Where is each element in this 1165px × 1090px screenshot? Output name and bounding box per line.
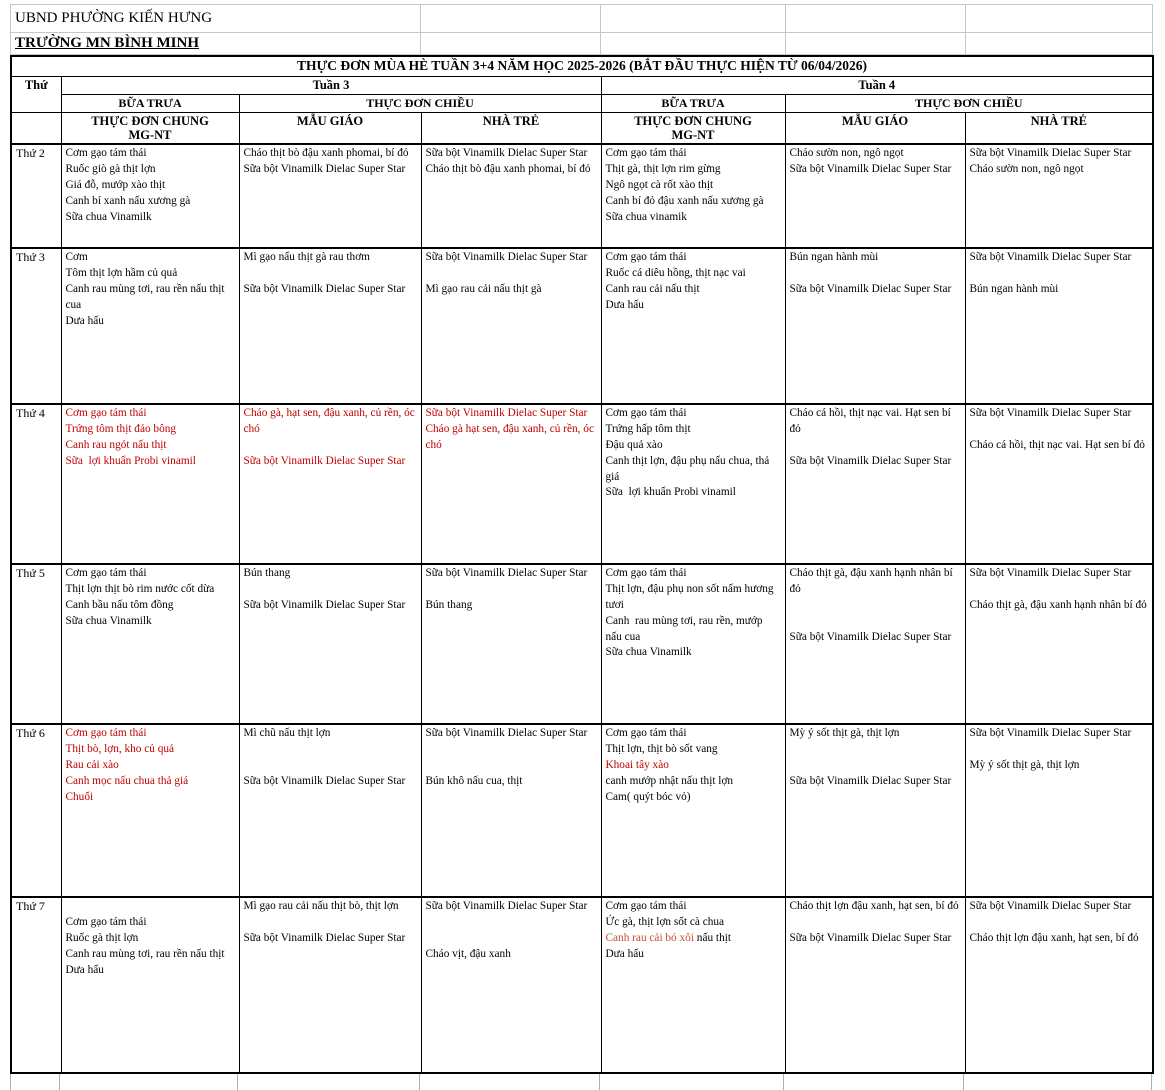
menu-line: Sữa bột Vinamilk Dielac Super Star	[425, 567, 588, 580]
menu-line: Cháo gà hạt sen, đậu xanh, củ rền, óc chó	[425, 423, 597, 451]
menu-line: Cơm gạo tám thái	[65, 407, 147, 420]
menu-cell	[239, 404, 421, 564]
column-header-kindergarten-w3: MẪU GIÁO	[239, 112, 421, 144]
menu-line: Sữa lợi khuẩn Probi vinamil	[65, 454, 196, 467]
menu-line: Mỳ ý sốt thịt gà, thịt lợn	[969, 758, 1080, 771]
menu-cell	[601, 404, 785, 564]
day-row	[11, 404, 1153, 564]
menu-line	[426, 266, 597, 282]
menu-line: Sữa bột Vinamilk Dielac Super Star	[425, 727, 588, 740]
menu-line: canh mướp nhật nấu thịt lợn	[605, 774, 734, 787]
menu-cell	[61, 248, 239, 404]
menu-cell	[239, 248, 421, 404]
column-header-lunch-w3: BỮA TRƯA	[61, 94, 239, 112]
menu-line: Sữa bột Vinamilk Dielac Super Star	[789, 931, 952, 944]
menu-line: Cam( quýt bóc vỏ)	[605, 790, 691, 803]
menu-line: Rau cải xào	[65, 758, 119, 771]
menu-line: Cơm gạo tám thái	[65, 916, 147, 929]
menu-line	[790, 742, 961, 758]
menu-line: Cháo sườn non, ngô ngọt	[789, 147, 904, 160]
menu-line: Sữa bột Vinamilk Dielac Super Star	[969, 251, 1132, 264]
menu-line: Dưa hấu	[65, 963, 104, 976]
menu-line: Dưa hấu	[605, 947, 644, 960]
menu-line: Bún ngan hành mùi	[789, 251, 879, 264]
menu-line: Ngô ngọt cà rốt xào thịt	[605, 178, 714, 191]
menu-cell	[421, 564, 601, 724]
menu-body	[11, 144, 1153, 1073]
column-header-common-w3	[61, 112, 239, 144]
menu-line	[244, 438, 417, 454]
menu-cell	[239, 897, 421, 1073]
menu-cell	[965, 248, 1153, 404]
empty-cell	[966, 33, 1153, 55]
menu-line: Cơm gạo tám thái	[65, 147, 147, 160]
day-label: Thứ 6	[11, 724, 61, 897]
menu-line: Bún thang	[243, 567, 291, 580]
menu-line: Sữa bột Vinamilk Dielac Super Star	[969, 727, 1132, 740]
menu-line: Cháo cá hồi, thịt nạc vai. Hạt sen bí đỏ	[969, 438, 1145, 451]
column-header-nursery-w4: NHÀ TRẺ	[965, 112, 1153, 144]
menu-line: Sữa bột Vinamilk Dielac Super Star	[789, 454, 952, 467]
menu-line	[790, 614, 961, 630]
school-name: TRƯỜNG MN BÌNH MINH	[11, 33, 421, 55]
menu-line: Mì chũ nấu thịt lợn	[243, 727, 331, 740]
common-menu-line2: MG-NT	[671, 127, 715, 142]
menu-line: Cháo thịt lợn đậu xanh, hạt sen, bí đỏ	[789, 900, 959, 913]
column-header-nursery-w3: NHÀ TRẺ	[421, 112, 601, 144]
day-label: Thứ 4	[11, 404, 61, 564]
menu-line: Tôm thịt lợn hầm củ quả	[65, 267, 178, 280]
menu-line: Sữa bột Vinamilk Dielac Super Star	[789, 163, 952, 176]
menu-line: Bún thang	[425, 598, 473, 611]
menu-line: Cháo thịt gà, đậu xanh hạnh nhân bí đỏ	[969, 598, 1147, 611]
menu-line: Canh rau mùng tơi, rau rền nấu thịt cua	[65, 282, 228, 311]
menu-cell	[61, 404, 239, 564]
menu-line: Canh mọc nấu chua thả giá	[65, 774, 189, 787]
menu-line	[426, 742, 597, 758]
day-label: Thứ 7	[11, 897, 61, 1073]
menu-line: Chuối	[65, 790, 94, 803]
menu-line	[970, 422, 1149, 438]
menu-line: Thịt bò, lợn, kho củ quả	[65, 743, 175, 756]
menu-cell	[421, 144, 601, 248]
menu-cell	[601, 724, 785, 897]
menu-line: Cháo cá hồi, thịt nạc vai. Hạt sen bí đỏ	[789, 407, 954, 436]
menu-line: Sữa bột Vinamilk Dielac Super Star	[789, 630, 952, 643]
menu-table	[10, 55, 1154, 1074]
menu-line: Đậu quả xào	[605, 438, 663, 451]
day-row	[11, 897, 1153, 1073]
menu-line: Sữa chua Vinamilk	[65, 210, 152, 223]
column-header-kindergarten-w4: MẪU GIÁO	[785, 112, 965, 144]
menu-line: Sữa bột Vinamilk Dielac Super Star	[243, 774, 406, 787]
ghost-cell	[60, 1074, 238, 1090]
menu-line	[790, 758, 961, 774]
column-header-week4: Tuần 4	[601, 76, 1153, 94]
menu-line: Mỳ ý sốt thịt gà, thịt lợn	[789, 727, 900, 740]
column-header-lunch-w4: BỮA TRƯA	[601, 94, 785, 112]
page-title: THỰC ĐƠN MÙA HÈ TUẦN 3+4 NĂM HỌC 2025-2026 (BẮT ĐẦU THỰC HIỆN TỪ 06/04/2026)	[11, 56, 1153, 76]
empty-cell	[421, 5, 601, 33]
menu-cell	[239, 724, 421, 897]
menu-line	[244, 742, 417, 758]
menu-line: Sữa bột Vinamilk Dielac Super Star	[789, 774, 952, 787]
menu-line	[244, 915, 417, 931]
menu-line: Ruốc cá diêu hồng, thịt nạc vai	[605, 267, 746, 280]
menu-line	[426, 915, 597, 931]
menu-line: Mì gạo nấu thịt gà rau thơm	[243, 251, 370, 264]
column-header-day: Thứ	[11, 76, 61, 112]
menu-line	[244, 266, 417, 282]
day-row	[11, 564, 1153, 724]
empty-cell	[601, 5, 786, 33]
column-header-week3: Tuần 3	[61, 76, 601, 94]
menu-line: Ruốc giò gà thịt lợn	[65, 163, 156, 176]
menu-line	[426, 931, 597, 947]
menu-line: Mì gạo rau cải nấu thịt gà	[425, 282, 542, 295]
empty-header-cell	[11, 112, 61, 144]
menu-cell	[239, 564, 421, 724]
menu-cell	[785, 144, 965, 248]
menu-line	[790, 266, 961, 282]
menu-line: Canh bí xanh nấu xương gà	[65, 194, 191, 207]
menu-line: Sữa bột Vinamilk Dielac Super Star	[969, 567, 1132, 580]
menu-line: Mì gạo rau cải nấu thịt bò, thịt lợn	[243, 900, 399, 913]
menu-line: Sữa bột Vinamilk Dielac Super Star	[969, 900, 1132, 913]
menu-line: Cháo thịt lợn đậu xanh, hạt sen, bí đỏ	[969, 931, 1139, 944]
menu-cell	[601, 248, 785, 404]
menu-line: Giá đỗ, mướp xào thịt	[65, 178, 166, 191]
menu-cell	[421, 248, 601, 404]
ghost-cell	[420, 1074, 600, 1090]
day-label: Thứ 5	[11, 564, 61, 724]
menu-line: Sữa bột Vinamilk Dielac Super Star	[425, 147, 588, 160]
menu-cell	[965, 564, 1153, 724]
menu-cell	[61, 564, 239, 724]
common-menu-line2: MG-NT	[128, 127, 172, 142]
empty-cell	[786, 33, 966, 55]
menu-cell	[421, 724, 601, 897]
menu-line: Thịt lợn, đậu phụ non sốt nấm hương tươi	[605, 583, 777, 611]
menu-cell	[61, 144, 239, 248]
menu-line: Cơm gạo tám thái	[65, 727, 147, 740]
menu-line: Thịt lợn thịt bò rim nước cốt dừa	[65, 583, 215, 596]
menu-line: Cơm gạo tám thái	[65, 567, 147, 580]
menu-line: Cơm gạo tám thái	[605, 251, 687, 264]
menu-line: Khoai tây xào	[605, 758, 669, 771]
menu-line: Sữa bột Vinamilk Dielac Super Star	[969, 147, 1132, 160]
menu-line: Sữa bột Vinamilk Dielac Super Star	[243, 163, 406, 176]
menu-line: Ức gà, thịt lợn sốt cà chua	[605, 916, 725, 929]
menu-line: Sữa bột Vinamilk Dielac Super Star	[969, 407, 1132, 420]
menu-line	[970, 742, 1149, 758]
day-row	[11, 144, 1153, 248]
menu-line: Cháo thịt bò đậu xanh phomai, bí đỏ	[425, 163, 591, 176]
menu-line: Sữa bột Vinamilk Dielac Super Star	[789, 282, 952, 295]
menu-line	[66, 899, 235, 915]
menu-line: Thịt gà, thịt lợn rim gừng	[605, 163, 721, 176]
menu-line: Sữa bột Vinamilk Dielac Super Star	[243, 931, 406, 944]
menu-line: Canh rau ngót nấu thịt	[65, 438, 167, 451]
day-label: Thứ 3	[11, 248, 61, 404]
menu-line: Trứng tôm thịt đảo bông	[65, 423, 177, 436]
menu-line: Dưa hấu	[65, 314, 104, 327]
menu-cell	[965, 724, 1153, 897]
ghost-cell	[238, 1074, 420, 1090]
menu-line: Dưa hấu	[605, 298, 644, 311]
menu-line	[790, 438, 961, 454]
ghost-cell	[784, 1074, 964, 1090]
menu-line: Thịt lợn, thịt bò sốt vang	[605, 743, 718, 756]
menu-line: Cơm gạo tám thái	[605, 407, 687, 420]
menu-cell	[421, 404, 601, 564]
menu-cell	[785, 897, 965, 1073]
menu-line: Cháo gà, hạt sen, đậu xanh, củ rền, óc chó	[243, 407, 418, 436]
menu-line	[790, 915, 961, 931]
empty-cell	[601, 33, 786, 55]
top-rows	[10, 4, 1153, 55]
ghost-cell	[10, 1074, 60, 1090]
menu-line: Canh rau cải nấu thịt	[605, 282, 700, 295]
menu-line: Cháo thịt gà, đậu xanh hạnh nhân bí đỏ	[789, 567, 956, 596]
menu-line: Sữa bột Vinamilk Dielac Super Star	[243, 598, 406, 611]
menu-line	[970, 915, 1149, 931]
day-row	[11, 724, 1153, 897]
common-menu-line1: THỰC ĐƠN CHUNG	[634, 113, 752, 128]
menu-line: Cơm gạo tám thái	[605, 147, 687, 160]
menu-cell	[61, 897, 239, 1073]
menu-cell	[965, 404, 1153, 564]
menu-cell	[785, 404, 965, 564]
menu-cell	[601, 564, 785, 724]
menu-line: Bún khô nấu cua, thịt	[425, 774, 523, 787]
menu-line: Sữa bột Vinamilk Dielac Super Star	[425, 407, 588, 420]
common-menu-line1: THỰC ĐƠN CHUNG	[91, 113, 209, 128]
column-header-common-w4	[601, 112, 785, 144]
ghost-row	[10, 1074, 1152, 1090]
menu-line: Canh bầu nấu tôm đồng	[65, 598, 174, 611]
menu-cell	[601, 144, 785, 248]
menu-sheet	[10, 4, 1152, 1090]
org-name: UBND PHƯỜNG KIẾN HƯNG	[11, 5, 421, 33]
menu-line	[426, 582, 597, 598]
menu-line: Canh rau mùng tơi, rau rền, mướp nấu cua	[605, 614, 766, 643]
menu-cell	[785, 564, 965, 724]
ghost-cell	[600, 1074, 784, 1090]
menu-line	[244, 758, 417, 774]
menu-line: Canh thịt lợn, đậu phụ nấu chua, thả giá	[605, 454, 773, 483]
menu-line: Sữa chua vinamik	[605, 210, 687, 223]
empty-cell	[786, 5, 966, 33]
menu-cell	[61, 724, 239, 897]
menu-line: Cơm gạo tám thái	[605, 567, 687, 580]
menu-line	[970, 266, 1149, 282]
menu-line: Ruốc gà thịt lợn	[65, 931, 139, 944]
menu-line: Sữa lợi khuẩn Probi vinamil	[605, 486, 736, 499]
menu-line: Canh bí đỏ đậu xanh nấu xương gà	[605, 194, 764, 207]
menu-line	[426, 758, 597, 774]
day-label: Thứ 2	[11, 144, 61, 248]
empty-cell	[421, 33, 601, 55]
column-header-afternoon-w4: THỰC ĐƠN CHIỀU	[785, 94, 1153, 112]
menu-line: Cháo vịt, đậu xanh	[425, 947, 511, 960]
menu-cell	[421, 897, 601, 1073]
menu-line: Canh rau cải bó xôi nấu thịt	[605, 931, 731, 944]
menu-line	[970, 582, 1149, 598]
menu-line: Sữa bột Vinamilk Dielac Super Star	[425, 900, 588, 913]
menu-line: Sữa bột Vinamilk Dielac Super Star	[425, 251, 588, 264]
menu-line: Sữa chua Vinamilk	[65, 614, 152, 627]
empty-cell	[966, 5, 1153, 33]
column-header-afternoon-w3: THỰC ĐƠN CHIỀU	[239, 94, 601, 112]
menu-cell	[965, 897, 1153, 1073]
menu-cell	[785, 724, 965, 897]
menu-line: Cơm gạo tám thái	[605, 727, 687, 740]
menu-line: Cơm gạo tám thái	[605, 900, 687, 913]
menu-line	[244, 582, 417, 598]
menu-line: Canh rau mùng tơi, rau rền nấu thịt	[65, 947, 225, 960]
menu-line	[790, 598, 961, 614]
menu-cell	[601, 897, 785, 1073]
menu-line: Sữa chua Vinamilk	[605, 646, 692, 659]
menu-line: Cháo thịt bò đậu xanh phomai, bí đỏ	[243, 147, 409, 160]
menu-cell	[965, 144, 1153, 248]
ghost-cell	[964, 1074, 1152, 1090]
menu-line: Cháo sườn non, ngô ngọt	[969, 163, 1084, 176]
menu-cell	[785, 248, 965, 404]
day-row	[11, 248, 1153, 404]
menu-cell	[239, 144, 421, 248]
menu-line: Cơm	[65, 251, 88, 264]
menu-line: Trứng hấp tôm thịt	[605, 423, 691, 436]
menu-line: Bún ngan hành mùi	[969, 282, 1059, 295]
menu-line: Sữa bột Vinamilk Dielac Super Star	[243, 282, 406, 295]
menu-line: Sữa bột Vinamilk Dielac Super Star	[243, 454, 406, 467]
